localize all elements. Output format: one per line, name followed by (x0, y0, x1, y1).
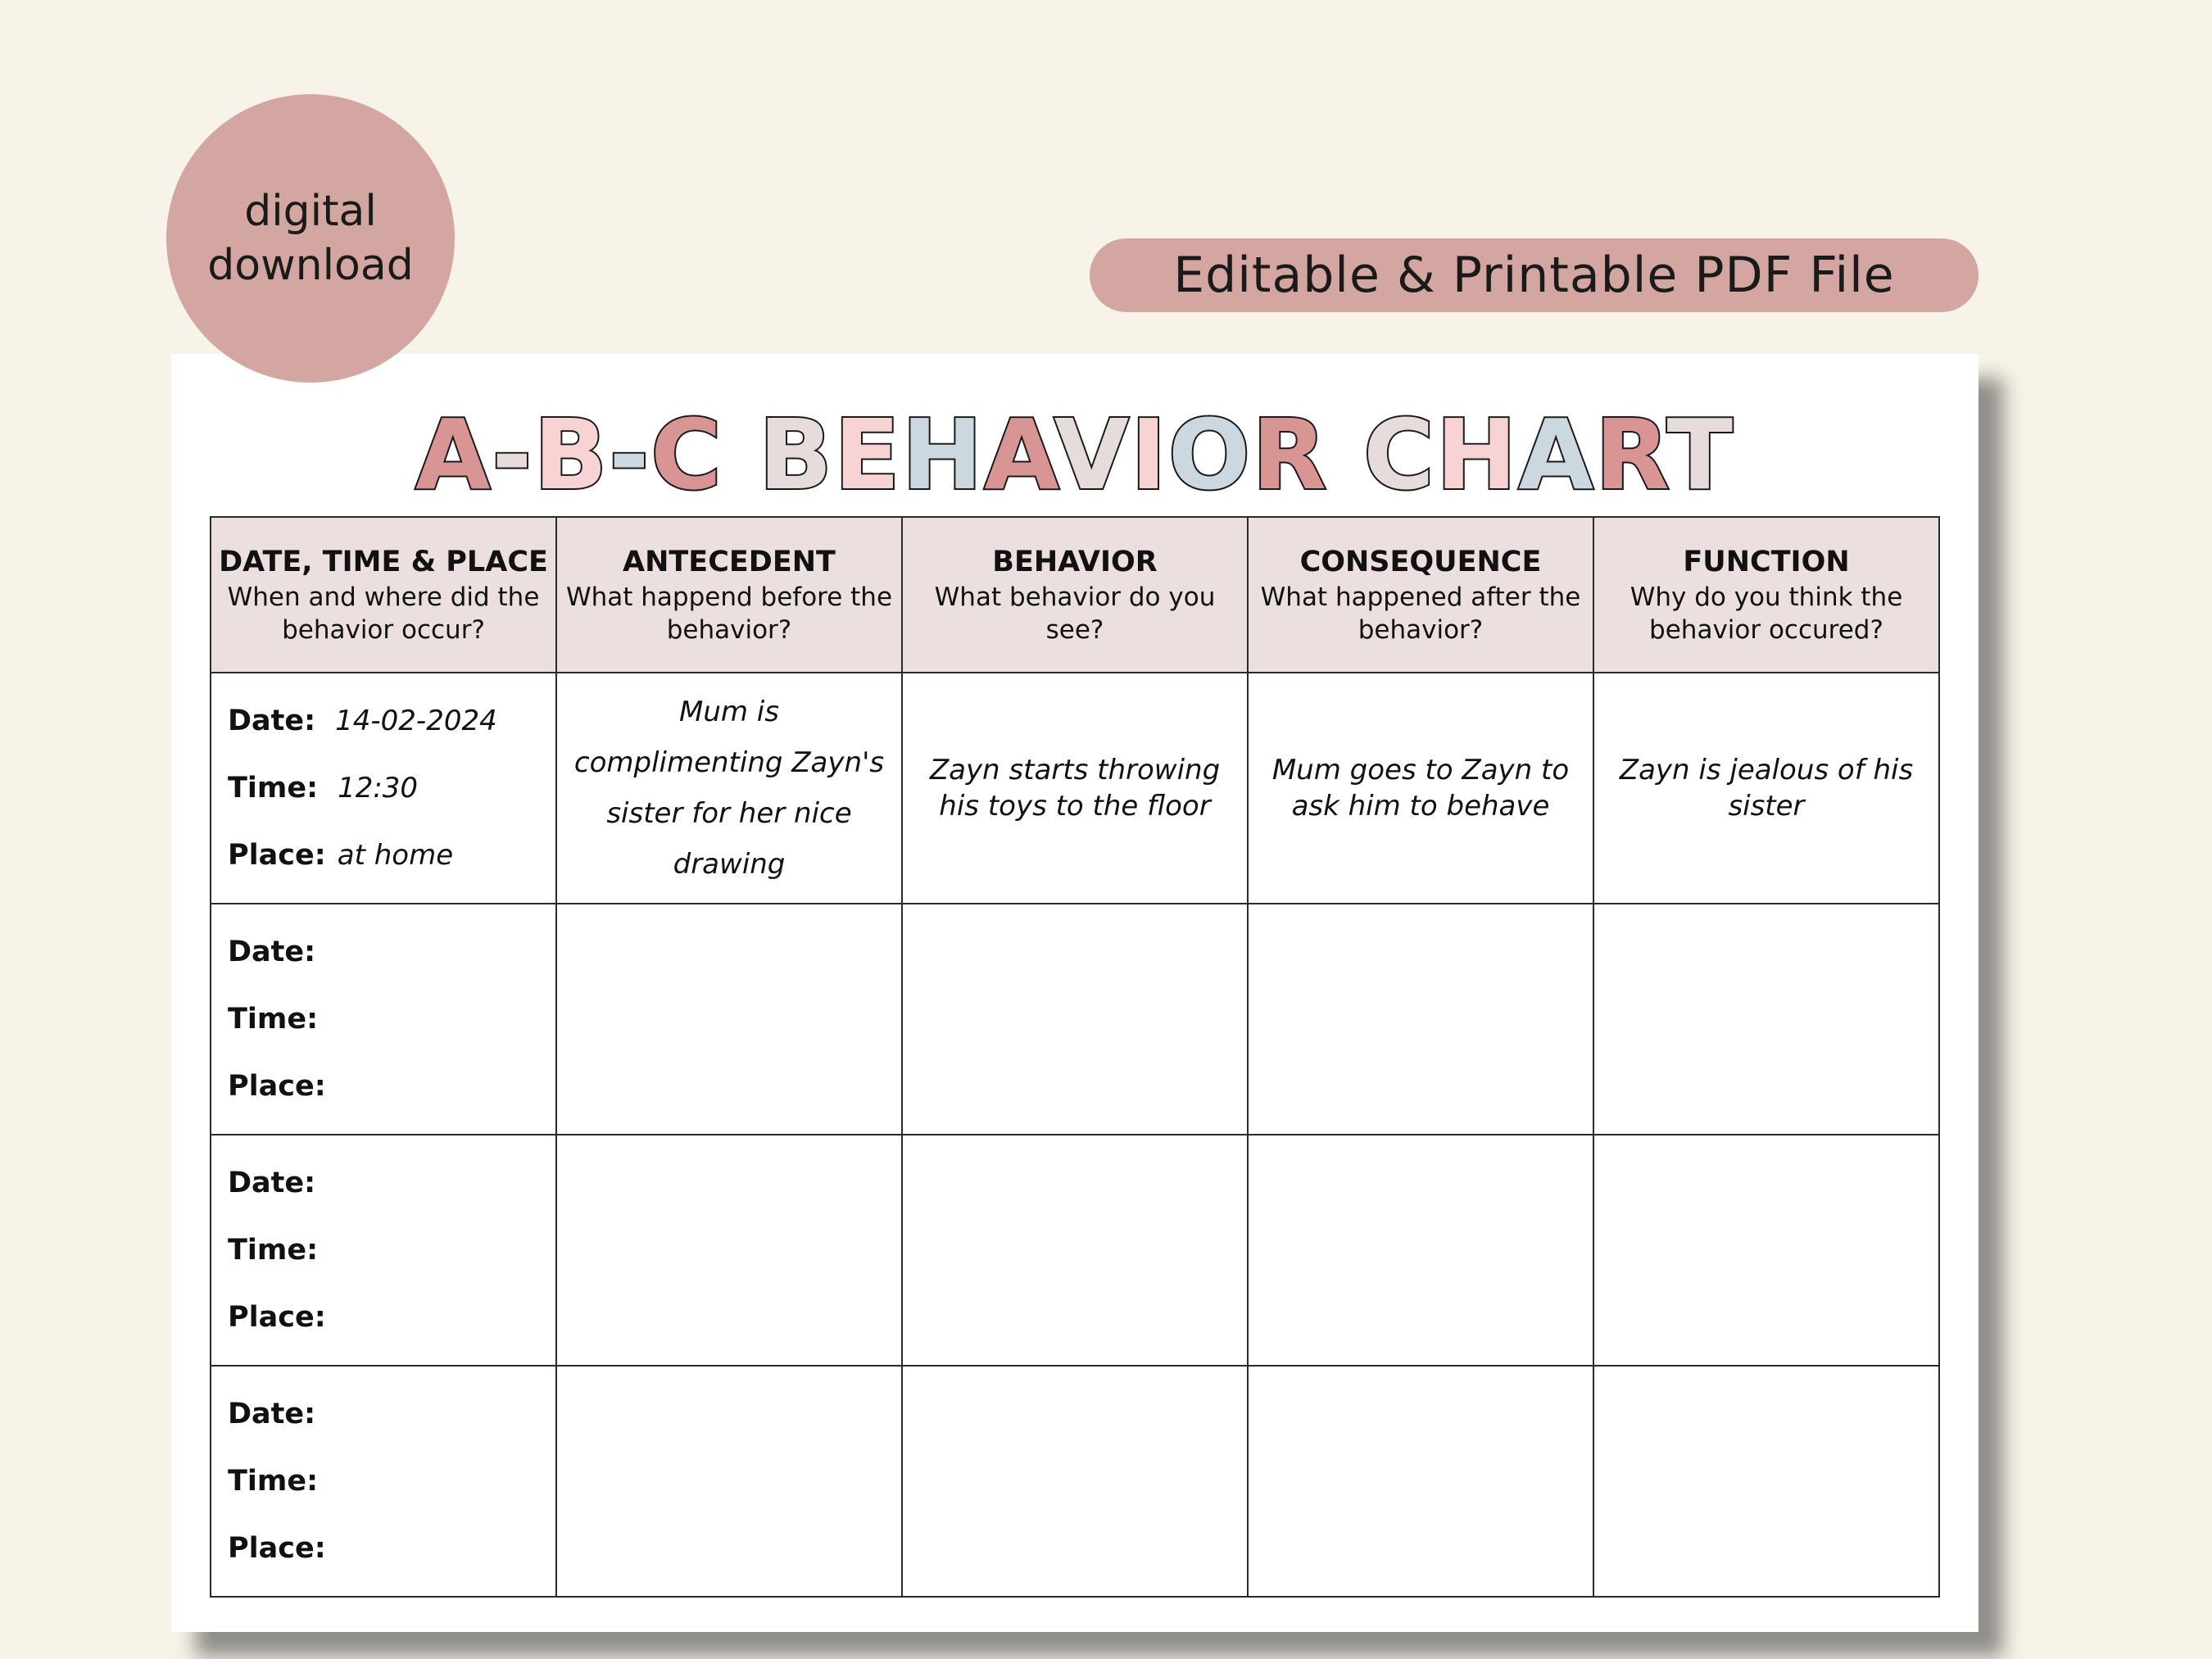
title-letter: B (533, 398, 610, 511)
title-letter: H (1435, 398, 1519, 511)
title-letter: A (984, 398, 1054, 511)
behavior-cell[interactable] (902, 904, 1248, 1135)
chart-title-graphic (415, 398, 1734, 511)
time-line (228, 1217, 555, 1284)
header-date-time-place (211, 517, 556, 673)
title-letter: C (650, 398, 723, 511)
date-line (228, 1149, 555, 1217)
consequence-cell[interactable]: Mum goes to Zayn to ask him to behave (1248, 673, 1593, 904)
header-consequence (1248, 517, 1593, 673)
time-line (228, 986, 555, 1053)
date-time-place-cell[interactable] (211, 673, 556, 904)
title-letter: T (1666, 398, 1734, 511)
time-label: Time: (228, 1465, 319, 1498)
title-letter: V (1054, 398, 1131, 511)
chart-title (171, 398, 1979, 511)
antecedent-cell[interactable] (556, 904, 902, 1135)
date-time-place-cell[interactable] (211, 904, 556, 1135)
behavior-cell[interactable]: Zayn starts throwing his toys to the floor (902, 673, 1248, 904)
place-value[interactable]: at home (337, 839, 454, 872)
header-title: BEHAVIOR (992, 546, 1158, 578)
title-letter: H (901, 398, 985, 511)
behavior-cell[interactable] (902, 1366, 1248, 1597)
header-subtitle: What happened after the behavior? (1260, 582, 1581, 645)
header-title: DATE, TIME & PLACE (219, 546, 548, 578)
time-value[interactable]: 12:30 (338, 772, 419, 805)
time-line (228, 1448, 555, 1515)
table-row (211, 1135, 1939, 1366)
place-label: Place: (228, 1532, 326, 1565)
header-subtitle: When and where did the behavior occur? (227, 582, 540, 645)
place-label: Place: (228, 839, 326, 872)
place-line (228, 1284, 555, 1351)
table-header-row (211, 517, 1939, 673)
behavior-cell[interactable] (902, 1135, 1248, 1366)
badge-line-2: download (207, 241, 414, 290)
consequence-cell[interactable] (1248, 904, 1593, 1135)
header-function (1593, 517, 1939, 673)
chart-sheet (171, 354, 1979, 1632)
title-letter: R (1594, 398, 1667, 511)
table-row (211, 904, 1939, 1135)
consequence-cell[interactable] (1248, 1135, 1593, 1366)
title-letter: O (1167, 398, 1253, 511)
header-subtitle: Why do you think the behavior occured? (1630, 582, 1903, 645)
date-label: Date: (228, 1398, 316, 1430)
time-label: Time: (228, 1234, 319, 1267)
function-cell[interactable] (1593, 1366, 1939, 1597)
date-label: Date: (228, 705, 316, 737)
time-label: Time: (228, 1003, 319, 1036)
title-letter: I (1130, 398, 1168, 511)
pill-label: Editable & Printable PDF File (1173, 247, 1895, 304)
abc-table (210, 516, 1940, 1598)
editable-printable-pill (1090, 238, 1979, 312)
place-line (228, 1053, 555, 1120)
function-cell[interactable]: Zayn is jealous of his sister (1593, 673, 1939, 904)
date-label: Date: (228, 1167, 316, 1199)
place-label: Place: (228, 1301, 326, 1334)
title-letter: C (1363, 398, 1436, 511)
title-letter: E (833, 398, 902, 511)
place-label: Place: (228, 1070, 326, 1103)
title-letter: A (415, 398, 492, 511)
title-letter: A (1518, 398, 1595, 511)
function-cell[interactable] (1593, 1135, 1939, 1366)
title-letter (1328, 398, 1363, 511)
header-antecedent (556, 517, 902, 673)
consequence-cell[interactable] (1248, 1366, 1593, 1597)
date-line (228, 687, 555, 755)
time-line (228, 755, 555, 822)
table-row (211, 1366, 1939, 1597)
badge-line-1: digital (244, 187, 377, 236)
antecedent-cell[interactable] (556, 1366, 902, 1597)
date-value[interactable]: 14-02-2024 (335, 705, 497, 737)
date-time-place-cell[interactable] (211, 1135, 556, 1366)
header-behavior (902, 517, 1248, 673)
date-line (228, 918, 555, 986)
chart-title-text (415, 398, 1734, 511)
title-letter: R (1252, 398, 1329, 511)
title-letter: B (759, 398, 834, 511)
place-line (228, 822, 555, 889)
header-title: CONSEQUENCE (1299, 546, 1542, 578)
antecedent-cell[interactable]: Mum is complimenting Zayn's sister for her nice drawing (556, 673, 902, 904)
title-letter: - (609, 398, 651, 511)
place-line (228, 1515, 555, 1582)
date-time-place-cell[interactable] (211, 1366, 556, 1597)
header-title: FUNCTION (1683, 546, 1850, 578)
table-row (211, 673, 1939, 904)
title-letter: - (492, 398, 534, 511)
date-label: Date: (228, 936, 316, 968)
antecedent-cell[interactable] (556, 1135, 902, 1366)
function-cell[interactable] (1593, 904, 1939, 1135)
title-letter (723, 398, 759, 511)
header-title: ANTECEDENT (623, 546, 836, 578)
header-subtitle: What behavior do you see? (934, 582, 1216, 645)
date-line (228, 1380, 555, 1448)
digital-download-badge (166, 94, 455, 383)
time-label: Time: (228, 772, 319, 805)
header-subtitle: What happend before the behavior? (565, 582, 893, 645)
